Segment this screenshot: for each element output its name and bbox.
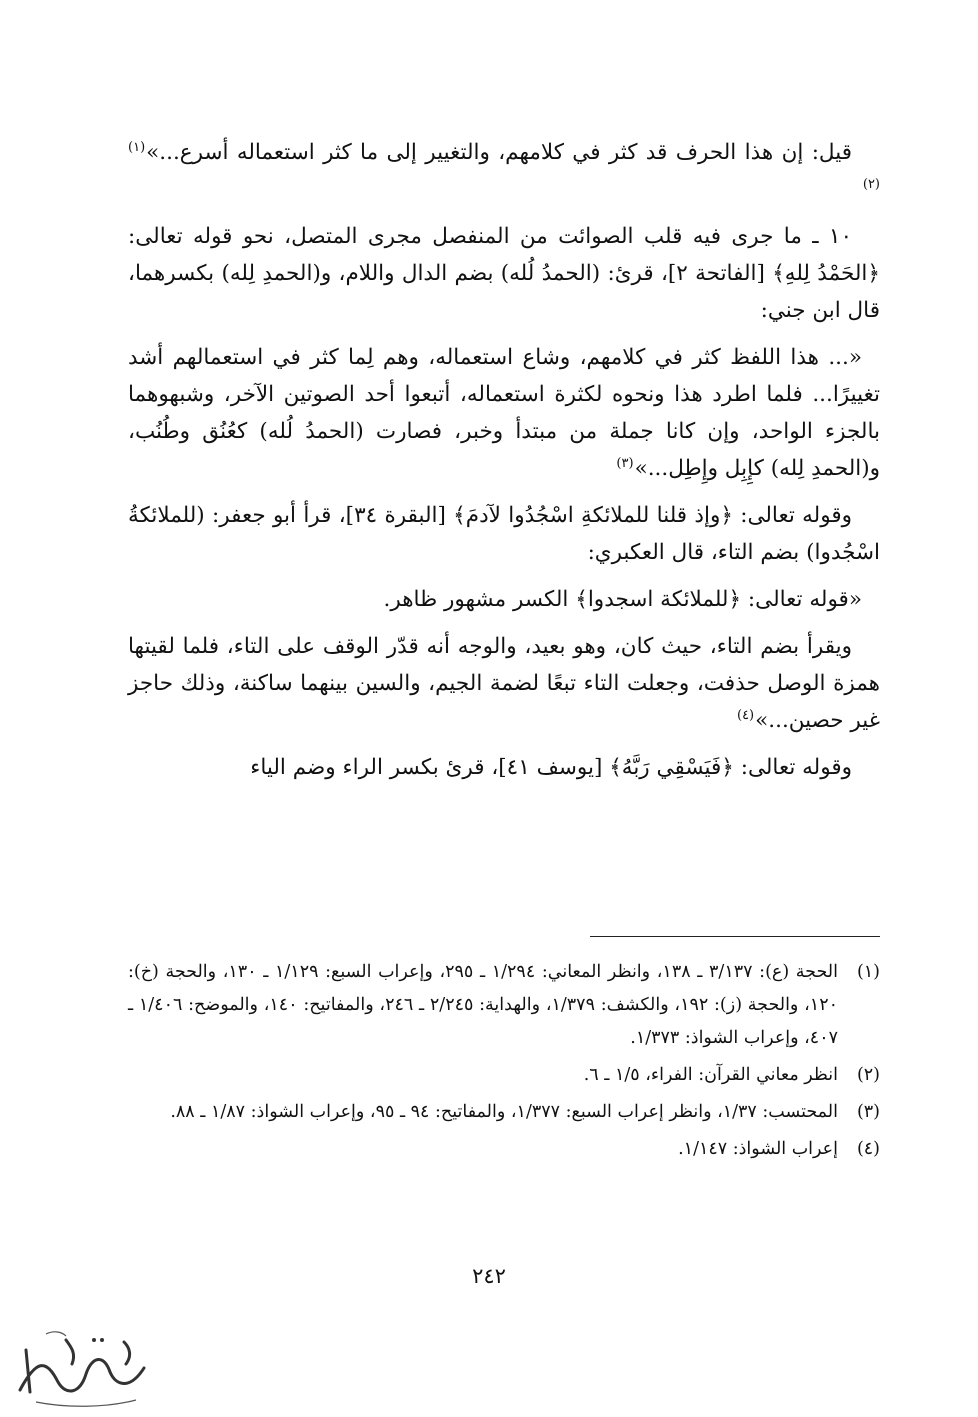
paragraph-3 <box>128 339 880 487</box>
footnote-ref-3: (٣) <box>616 455 634 471</box>
paragraph-4-text: وقوله تعالى: ﴿وإذ قلنا للملائكةِ اسْجُدُوا لآدمَ﴾ [البقرة ٣٤]، قرأ أبو جعفر: (للملائكةُ اسْجُدوا) بضم التاء، قال العكبري: <box>128 503 880 565</box>
footnote-ref-4: (٤) <box>736 707 755 723</box>
footnote-text: انظر معاني القرآن: الفراء، ١/٥ ـ ٦. <box>583 1065 838 1085</box>
footnote-number: (١) <box>856 962 880 982</box>
footnote-text: إعراب الشواذ: ١/١٤٧. <box>678 1139 838 1159</box>
paragraph-3-text: «... هذا اللفظ كثر في كلامهم، وشاع استعماله، وهم لِما كثر في استعمالهم أشد تغييرًا... فلما اطرد هذا ونحوه لكثرة استعماله، أتبعوا أحد الصوتين الآخر، وشبهوهما بالجزء الواحد، وإن كانا جملة من مبتدأ وخبر، فصارت (الحمدُ لُله) كعُنُق وطُنُب، و(الحمدِ لِله) كإِبِل وإِطِل...» <box>128 345 880 481</box>
footnote-separator <box>590 936 880 937</box>
footnote-4 <box>128 1133 880 1166</box>
calligraphy-logo-icon <box>6 1320 156 1412</box>
main-text <box>128 134 880 796</box>
footnote-number: (٤) <box>856 1139 880 1159</box>
paragraph-1-text: قيل: إن هذا الحرف قد كثر في كلامهم، والتغيير إلى ما كثر استعماله أسرع...» <box>146 140 852 165</box>
paragraph-6-text: ويقرأ بضم التاء، حيث كان، وهو بعيد، والوجه أنه قدّر الوقف على التاء، فلما لقيتها همزة الوصل حذفت، وجعلت التاء تبعًا لضمة الجيم، والسين بينهما ساكنة، وذلك حاجز غير حصين...» <box>128 634 880 733</box>
paragraph-6 <box>128 628 880 739</box>
page-number: ٢٤٢ <box>472 1264 506 1288</box>
footnote-number: (٣) <box>856 1102 880 1122</box>
footnote-3 <box>128 1096 880 1129</box>
paragraph-7 <box>128 749 880 786</box>
paragraph-2 <box>128 218 880 329</box>
footnote-text: الحجة (ع): ٣/١٣٧ ـ ١٣٨، وانظر المعاني: ١/٢٩٤ ـ ٢٩٥، وإعراب السبع: ١/١٢٩ ـ ١٣٠، والحجة (خ): ١٢٠، والحجة (ز): ١٩٢، والكشف: ١/٣٧٩، والهداية: ٢/٢٤٥ ـ ٢٤٦، والمفاتيح: ١٤٠، والموضح: ١/٤٠٦ ـ ٤٠٧، وإعراب الشواذ: ١/٣٧٣. <box>128 962 838 1048</box>
footnote-1 <box>128 956 880 1055</box>
paragraph-1 <box>128 134 880 208</box>
paragraph-5-text: «قوله تعالى: ﴿للملائكة اسجدوا﴾ الكسر مشهور ظاهر. <box>383 587 862 612</box>
footnote-number: (٢) <box>856 1065 880 1085</box>
paragraph-4 <box>128 497 880 571</box>
footnote-ref-1-2: (١) (٢) <box>128 139 880 192</box>
paragraph-7-text: وقوله تعالى: ﴿فَيَسْقِي رَبَّهُ﴾ [يوسف ٤١]، قرئ بكسر الراء وضم الياء <box>250 755 852 780</box>
footnotes <box>128 956 880 1170</box>
paragraph-5 <box>128 581 880 618</box>
paragraph-2-text: ١٠ ـ ما جرى فيه قلب الصوائت من المنفصل مجرى المتصل، نحو قوله تعالى: ﴿الحَمْدُ لِلهِ﴾ [الفاتحة ٢]، قرئ: (الحمدُ لُله) بضم الدال واللام، و(الحمدِ لِله) بكسرهما، قال ابن جني: <box>128 224 880 323</box>
footnote-2 <box>128 1059 880 1092</box>
footnote-text: المحتسب: ١/٣٧، وانظر إعراب السبع: ١/٣٧٧، والمفاتيح: ٩٤ ـ ٩٥، وإعراب الشواذ: ١/٨٧ ـ ٨٨. <box>170 1102 838 1122</box>
